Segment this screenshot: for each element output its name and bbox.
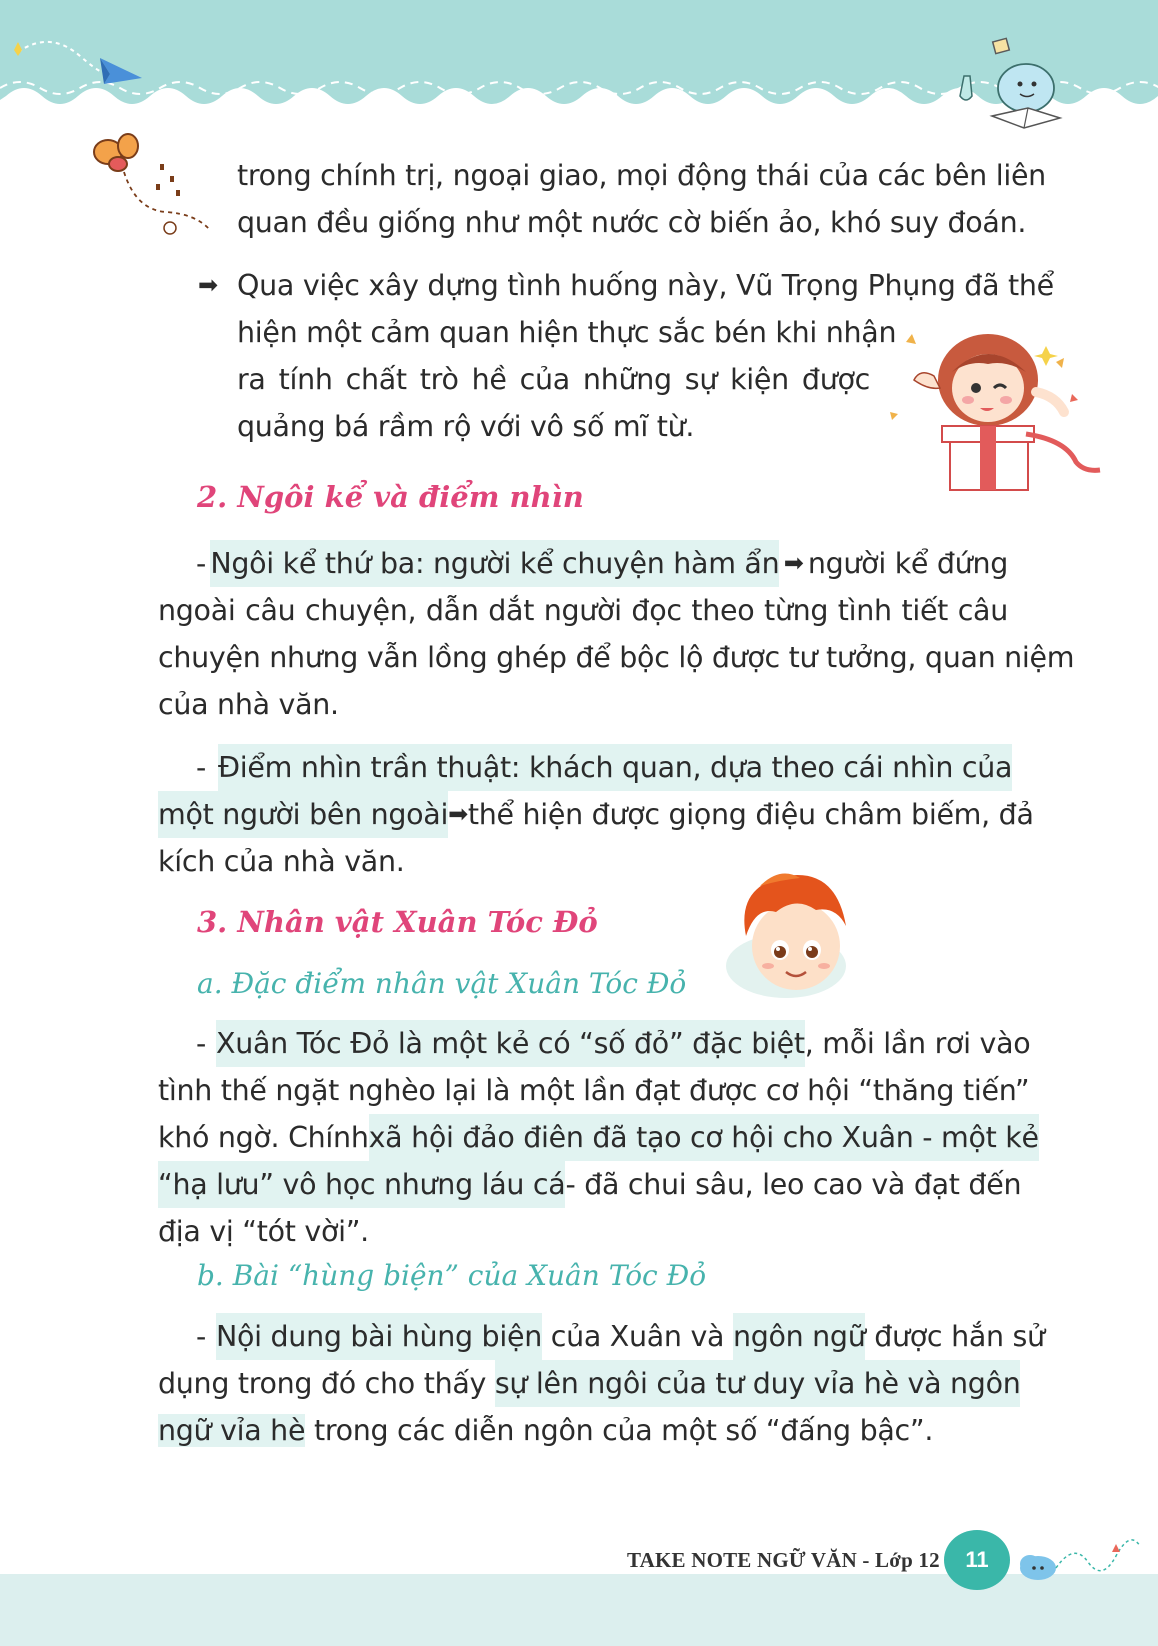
subheading-speech: b. Bài “hùng biện” của Xuân Tóc Đỏ bbox=[197, 1259, 707, 1292]
text-span: thể hiện được giọng điệu châm biếm, đả bbox=[467, 798, 1034, 831]
text-span: người kể đứng bbox=[807, 547, 1008, 580]
text-line: chuyện nhưng vẫn lồng ghép để bộc lộ được tư tưởng, quan niệm bbox=[158, 641, 1075, 674]
highlight-text: “hạ lưu” vô học nhưng láu cá bbox=[158, 1161, 565, 1208]
text-line: quan đều giống như một nước cờ biến ảo, khó suy đoán. bbox=[237, 206, 1027, 239]
text-line-content: hiện một cảm quan hiện thực sắc bén khi nhận bbox=[237, 316, 897, 349]
arrow-icon: ➡ bbox=[783, 549, 804, 577]
whale-reading-icon bbox=[950, 36, 1070, 131]
highlight-text: xã hội đảo điên đã tạo cơ hội cho Xuân - một kẻ bbox=[369, 1114, 1039, 1161]
text-line: của nhà văn. bbox=[158, 688, 339, 721]
text-line-content bbox=[216, 1313, 1045, 1360]
paragraph-narration bbox=[158, 540, 1075, 728]
subheading-character-traits: a. Đặc điểm nhân vật Xuân Tóc Đỏ bbox=[197, 967, 687, 1000]
book-title-footer: TAKE NOTE NGỮ VĂN - Lớp 12 bbox=[627, 1548, 940, 1572]
text-span: - đã chui sâu, leo cao và đạt đến bbox=[565, 1168, 1022, 1201]
highlight-text: Điểm nhìn trần thuật: khách quan, dựa theo cái nhìn của bbox=[218, 744, 1012, 791]
text-line: quảng bá rầm rộ với vô số mĩ từ. bbox=[237, 410, 695, 443]
dash: - bbox=[196, 547, 206, 580]
text-line: địa vị “tót vời”. bbox=[158, 1215, 369, 1248]
dash: - bbox=[196, 751, 206, 784]
text-span: trong các diễn ngôn của một số “đấng bậc”. bbox=[305, 1414, 934, 1447]
text-line bbox=[158, 1114, 1039, 1161]
text-line bbox=[158, 1313, 1045, 1360]
arrow-icon: ➡ bbox=[198, 271, 218, 299]
section-heading-character: 3. Nhân vật Xuân Tóc Đỏ bbox=[197, 905, 598, 939]
highlight-text: Xuân Tóc Đỏ là một kẻ có “số đỏ” đặc biệt bbox=[216, 1020, 805, 1067]
arrow-icon: ➡ bbox=[448, 800, 468, 828]
highlight-text: sự lên ngôi của tư duy vỉa hè và ngôn bbox=[495, 1360, 1021, 1407]
text-span: khó ngờ. Chính bbox=[158, 1121, 369, 1154]
text-line bbox=[158, 1407, 1008, 1454]
dash: - bbox=[196, 1027, 206, 1060]
text-line: tình thế ngặt nghèo lại là một lần đạt được cơ hội “thăng tiến” bbox=[158, 1074, 1030, 1107]
text-span: của Xuân và bbox=[541, 1320, 733, 1353]
dash: - bbox=[196, 1320, 206, 1353]
text-line bbox=[158, 540, 1008, 587]
text-line bbox=[158, 744, 1013, 791]
page-number-badge: 11 bbox=[944, 1530, 1010, 1590]
text-line bbox=[158, 1360, 1021, 1407]
paragraph-continuation bbox=[237, 152, 1046, 246]
text-span: , mỗi lần rơi vào bbox=[804, 1027, 1031, 1060]
cloud-mascot-icon bbox=[1004, 1532, 1144, 1588]
text-span: dụng trong đó cho thấy bbox=[158, 1367, 495, 1400]
text-span: được hắn sử bbox=[865, 1320, 1045, 1353]
text-line bbox=[237, 309, 897, 356]
highlight-text: ngữ vỉa hè bbox=[158, 1414, 306, 1447]
text-line: Qua việc xây dựng tình huống này, Vũ Trọng Phụng đã thể bbox=[237, 269, 1054, 302]
highlight-text: một người bên ngoài bbox=[158, 791, 448, 838]
text-line: kích của nhà văn. bbox=[158, 845, 405, 878]
highlight-text: ngôn ngữ bbox=[733, 1313, 866, 1360]
text-line: ra tính chất trò hề của những sự kiện được bbox=[237, 363, 870, 396]
conclusion-paragraph bbox=[237, 262, 1054, 450]
highlight-text: Ngôi kể thứ ba: người kể chuyện hàm ẩn bbox=[210, 540, 779, 587]
paragraph-character-traits bbox=[158, 1020, 1039, 1255]
paragraph-point-of-view bbox=[158, 744, 1034, 885]
text-line bbox=[158, 1020, 1031, 1067]
paper-plane-icon bbox=[0, 30, 150, 90]
highlight-text: Nội dung bài hùng biện bbox=[216, 1313, 542, 1360]
section-heading-narration: 2. Ngôi kể và điểm nhìn bbox=[197, 480, 584, 514]
red-haired-boy-illustration bbox=[716, 866, 876, 1001]
text-line bbox=[158, 791, 1034, 838]
text-line: trong chính trị, ngoại giao, mọi động thái của các bên liên bbox=[237, 159, 1046, 192]
butterfly-icon bbox=[86, 130, 221, 240]
paragraph-speech bbox=[158, 1313, 1045, 1454]
text-line-content bbox=[216, 1020, 1030, 1067]
text-line bbox=[158, 1161, 1022, 1208]
text-line: ngoài câu chuyện, dẫn dắt người đọc theo từng tình tiết câu bbox=[158, 594, 1008, 627]
